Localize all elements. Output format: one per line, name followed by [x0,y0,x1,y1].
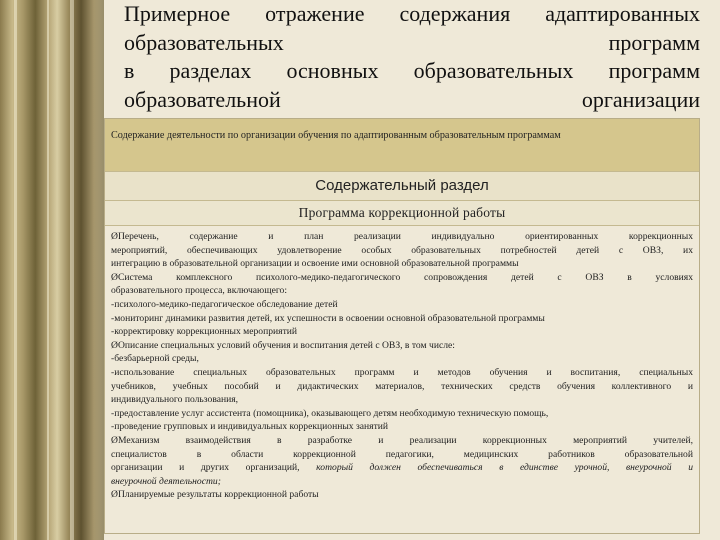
program-content [105,226,699,533]
italic-text: который должен обеспечиваться в единстве урочной, внеурочной и [316,462,693,474]
program-title: Программа коррекционной работы [105,201,699,225]
text-line: -использование специальных образовательных программ и методов обучения и воспитания, специальных [111,366,693,378]
decorative-side-band [0,0,104,540]
text-line: -психолого-медико-педагогическое обследование детей [111,298,338,310]
section-title: Содержательный раздел [105,172,699,200]
title-line: образовательной организации [124,86,700,112]
content-table [104,118,700,534]
slide-title [124,0,700,114]
text-line: -предоставление услуг ассистента (помощника), оказывающего детям необходимую техническую помощь, [111,407,549,419]
text-line: -корректировку коррекционных мероприятий [111,326,298,338]
bullet-icon: Ø [111,271,118,283]
text-line: -безбарьерной среды, [111,353,199,365]
text-line: специалистов в области коррекционной педагогики, медицинских работников образовательной [111,448,693,460]
text-line: учебников, учебных пособий и дидактических материалов, технических средств обучения коллективного и [111,380,693,392]
title-line: в разделах основных образовательных программ [124,58,700,83]
list-item: ØПеречень, содержание и план реализации индивидуально ориентированных коррекционных [111,231,693,242]
list-item: ØОписание специальных условий обучения и воспитания детей с ОВЗ, в том числе: [111,339,455,351]
list-item: ØСистема комплексного психолого-медико-педагогического сопровождения детей с ОВЗ в условиях [111,271,693,283]
text-line: организации и других организаций, который должен обеспечиваться в единстве урочной, внеурочной и [111,462,693,474]
title-line: образовательных программ [124,29,700,55]
list-item: ØПланируемые результаты коррекционной работы [111,489,319,501]
text-line: -проведение групповых и индивидуальных коррекционных занятий [111,421,389,433]
text-line: -мониторинг динамики развития детей, их успешности в освоении основной образовательной программы [111,312,545,324]
text-line: внеурочной деятельности; [111,475,221,487]
table-header-row [105,119,699,171]
bullet-icon: Ø [111,489,118,501]
title-line: Примерное отражение содержания адаптированных [124,1,700,26]
text-line: интеграцию в образовательной организации и освоение ими основной образовательной программы [111,258,519,270]
list-item: ØМеханизм взаимодействия в разработке и реализации коррекционных мероприятий учителей, [111,434,693,446]
text-line: образовательного процесса, включающего: [111,285,287,297]
table-header-text: Содержание деятельности по организации обучения по адаптированным образовательным программам [111,130,561,141]
text-line: индивидуального пользования, [111,394,239,406]
bullet-icon: Ø [111,339,118,351]
bullet-icon: Ø [111,231,118,242]
bullet-icon: Ø [111,434,118,446]
text-line: мероприятий, обеспечивающих удовлетворение особых образовательных потребностей детей с ОВЗ, их [111,244,693,256]
